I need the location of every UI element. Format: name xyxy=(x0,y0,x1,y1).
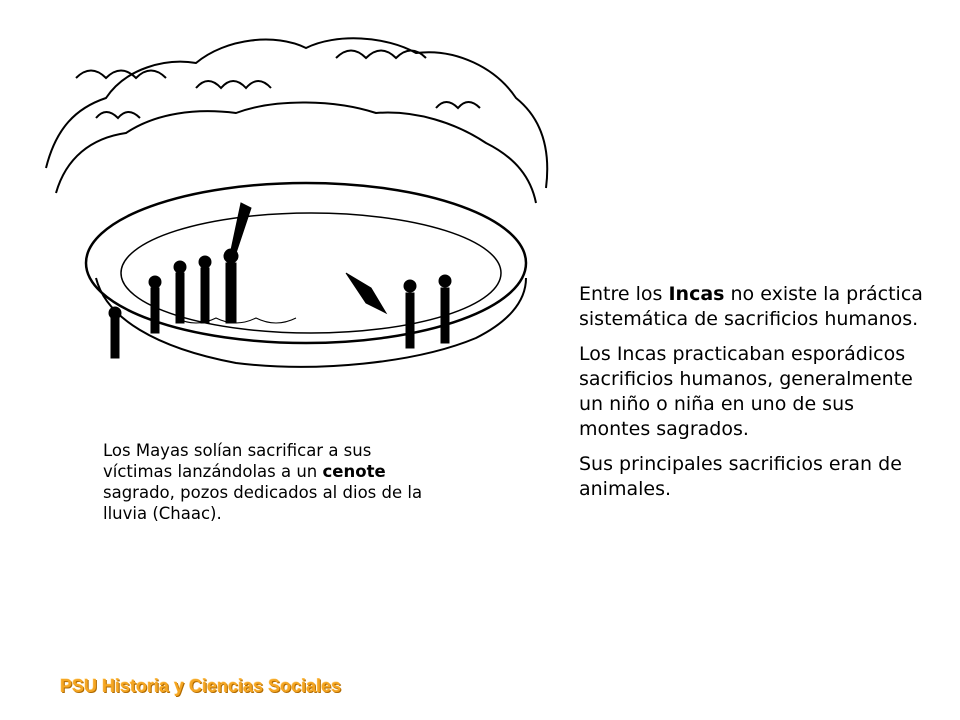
inca-paragraph-1 xyxy=(579,282,929,332)
inca-paragraph-3: Sus principales sacrificios eran de animales. xyxy=(579,453,902,500)
caption-text-end: sagrado, pozos dedicados al dios de la lluvia (Chaac). xyxy=(103,483,423,523)
caption-text-start: Los Mayas solían sacrificar a sus víctimas lanzándolas a un xyxy=(103,441,372,481)
tree-canopy xyxy=(46,38,547,203)
inca-text-block xyxy=(579,282,929,512)
maya-caption xyxy=(103,440,443,524)
cenote-pit xyxy=(86,183,526,367)
caption-keyword-cenote: cenote xyxy=(322,462,386,481)
footer-label: PSU Historia y Ciencias Sociales xyxy=(60,676,342,696)
inca-p1-start: Entre los xyxy=(579,283,669,305)
inca-p1-end: no existe la práctica sistemática de sacrificios humanos. xyxy=(579,283,923,330)
maya-caption-paragraph xyxy=(103,440,443,524)
inca-paragraph-2: Los Incas practicaban esporádicos sacrificios humanos, generalmente un niño o niña en uno de sus montes sagrados. xyxy=(579,343,913,440)
inca-keyword: Incas xyxy=(668,283,725,305)
cenote-illustration xyxy=(36,18,556,388)
